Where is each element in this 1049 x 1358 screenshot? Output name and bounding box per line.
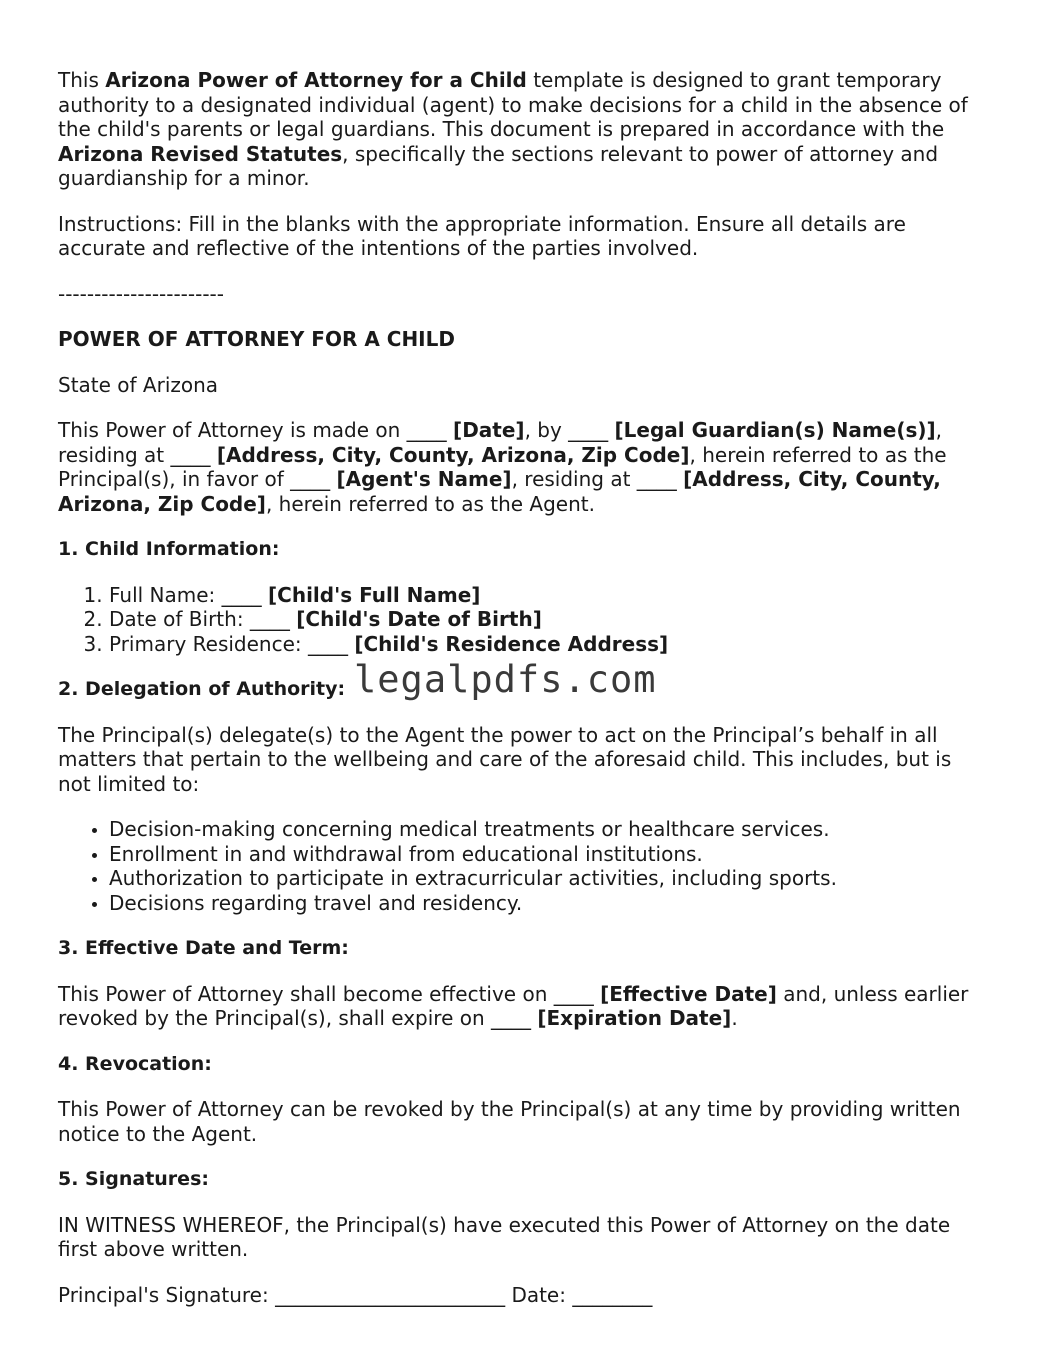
made-paragraph (58, 418, 987, 516)
list-item: • Authorization to participate in extracurricular activities, including sports. (109, 866, 987, 891)
list-item: • Decisions regarding travel and residency. (109, 891, 987, 916)
made-text: , residing at ____ (58, 418, 943, 467)
made-text: This Power of Attorney is made on ____ (58, 418, 454, 442)
principal-address-placeholder: [Address, City, County, Arizona, Zip Code] (216, 442, 690, 467)
list-item: • Enrollment in and withdrawal from educational institutions. (109, 842, 987, 867)
list-item (109, 583, 987, 608)
statute-name: Arizona Revised Statutes (58, 141, 343, 166)
witness-paragraph: IN WITNESS WHEREOF, the Principal(s) have executed this Power of Attorney on the date first above written. (58, 1212, 951, 1261)
intro-text: This (58, 68, 106, 92)
child-information-list (58, 583, 987, 657)
item-label: Primary Residence: ____ (109, 631, 355, 656)
separator-line: ----------------------- (58, 281, 224, 306)
delegation-paragraph: The Principal(s) delegate(s) to the Agent the power to act on the Principal’s behalf in all matters that pertain to the wellbeing and care of the aforesaid child. This includes, but is not limited to: (58, 722, 952, 796)
watermark-text: legalpdfs.com (354, 658, 657, 701)
agent-name-placeholder: [Agent's Name] (336, 467, 512, 491)
intro-text: template is designed to grant temporary authority to a designated individual (agent) to make decisions for a child in the absence of the child's parents or legal guardians. This document is prepared in accordance with the (58, 68, 968, 141)
list-item (109, 632, 987, 657)
list-item (109, 607, 987, 632)
intro-text: , specifically the sections relevant to power of attorney and guardianship for a minor. (58, 141, 939, 190)
date-placeholder: [Date] (453, 418, 525, 442)
effective-date-placeholder: [Effective Date] (600, 981, 777, 1006)
section-heading-revocation: 4. Revocation: (58, 1052, 212, 1075)
signature-line: Principal's Signature: _______________________ Date: ________ (58, 1282, 653, 1307)
form-name: Arizona Power of Attorney for a Child (105, 68, 527, 92)
effective-text: . (731, 1006, 738, 1030)
item-label: Full Name: ____ (109, 582, 269, 607)
made-text: , residing at ____ (511, 467, 684, 491)
section-heading-delegation: 2. Delegation of Authority: (58, 678, 346, 700)
item-placeholder: [Child's Residence Address] (354, 631, 669, 656)
revocation-paragraph: This Power of Attorney can be revoked by the Principal(s) at any time by providing written notice to the Agent. (58, 1097, 961, 1146)
intro-paragraph (58, 68, 987, 191)
authority-list (58, 817, 987, 915)
expiration-date-placeholder: [Expiration Date] (537, 1006, 732, 1030)
effective-paragraph (58, 982, 987, 1031)
state-line: State of Arizona (58, 372, 219, 397)
item-placeholder: [Child's Date of Birth] (296, 607, 542, 631)
guardian-name-placeholder: [Legal Guardian(s) Name(s)] (614, 418, 936, 442)
list-item: • Decision-making concerning medical treatments or healthcare services. (109, 817, 987, 842)
item-label: Date of Birth: ____ (109, 607, 297, 631)
made-text: , herein referred to as the Agent. (265, 491, 595, 516)
effective-text: This Power of Attorney shall become effective on ____ (58, 981, 601, 1006)
made-text: , by ____ (524, 418, 615, 442)
item-placeholder: [Child's Full Name] (268, 582, 481, 607)
section-heading-child-information: 1. Child Information: (58, 538, 280, 560)
document-title: POWER OF ATTORNEY FOR A CHILD (58, 327, 455, 351)
effective-text: and, unless earlier revoked by the Principal(s), shall expire on ____ (58, 981, 969, 1030)
made-text: , herein referred to as the Principal(s), in favor of ____ (58, 442, 947, 491)
section-heading-signatures: 5. Signatures: (58, 1168, 209, 1190)
agent-address-placeholder: [Address, City, County, Arizona, Zip Code] (58, 467, 941, 516)
instructions-paragraph: Instructions: Fill in the blanks with the appropriate information. Ensure all details are accurate and reflective of the intentions of the parties involved. (58, 211, 906, 260)
section-heading-effective-date: 3. Effective Date and Term: (58, 937, 349, 959)
